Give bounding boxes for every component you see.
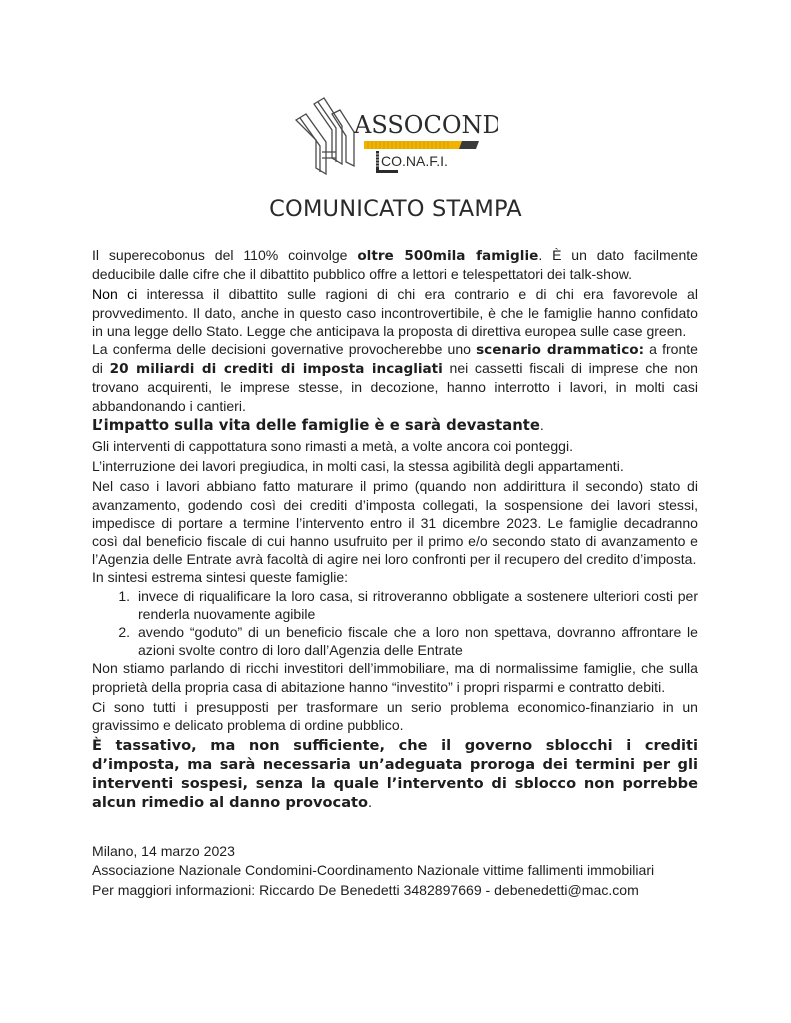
paragraph: L’interruzione dei lavori pregiudica, in molti casi, la stessa agibilità degli appartamenti. xyxy=(92,458,624,475)
contact-info: Per maggiori informazioni: Riccardo De Benedetti 3482897669 - debenedetti@mac.com xyxy=(92,881,639,898)
bold-text: L’impatto sulla vita delle famiglie è e sarà devastante xyxy=(92,416,540,434)
bold-text: 20 miliardi di crediti di imposta incagliati xyxy=(109,361,443,378)
logo-subtitle: CO.NA.F.I. xyxy=(381,153,448,169)
numbered-list xyxy=(92,587,698,660)
logo-mark xyxy=(292,96,498,176)
paragraph: Ci sono tutti i presupposti per trasformare un serio problema economico-finanziario in un gravissimo e delicato problema di ordine pubblico. xyxy=(92,698,698,734)
text: La conferma delle decisioni governative provocherebbe uno xyxy=(92,341,477,358)
paragraph: Non stiamo parlando di ricchi investitori dell’immobiliare, ma di normalissime famiglie, che sulla proprietà della propria casa di abitazione hanno “investito” i propri risparmi e contratto debiti. xyxy=(92,660,698,695)
date: Milano, 14 marzo 2023 xyxy=(92,843,235,859)
footer xyxy=(92,842,654,900)
paragraph xyxy=(92,416,698,435)
logo-title: ASSOCOND xyxy=(354,111,498,139)
building-lines-icon xyxy=(296,98,354,174)
paragraph: Nel caso i lavori abbiano fatto maturare il primo (quando non addirittura il secondo) stato di avanzamento, godendo così dei crediti d’imposta collegati, la sospensione dei lavori stessi, impedisce di portare a termine l’intervento entro il 31 dicembre 2023. Le famiglie decadranno così dal beneficio fiscale di cui hanno usufruito per il primo e/o secondo stato di avanzamento e l’Agenzia delle Entrate avrà facoltà di agire nei loro confronti per il recupero del credito d’imposta. xyxy=(92,478,698,568)
press-release-body xyxy=(92,246,698,813)
text: . xyxy=(539,416,544,433)
organization: Associazione Nazionale Condomini-Coordinamento Nazionale vittime fallimenti immobiliari xyxy=(92,862,655,879)
paragraph xyxy=(92,285,698,340)
page-title: COMUNICATO STAMPA xyxy=(269,196,522,222)
text: nei cassetti fiscali di imprese che non trovano acquirenti, le imprese stesse, in decozione, hanno interrotto i lavori, in molti casi abbandonando i cantieri. xyxy=(92,360,698,414)
bold-text: oltre 500mila famiglie xyxy=(357,248,539,264)
text: interessa il dibattito sulle ragioni di chi era contrario e di chi era favorevole al provvedimento. Il dato, anche in questo caso incontrovertibile, è che le famiglie hanno confidato in una legge dello Stato. Legge che anticipava la proposta di direttiva europea sulle case green. xyxy=(92,286,698,339)
bold-text: scenario drammatico: xyxy=(476,342,645,359)
paragraph xyxy=(92,736,698,813)
paragraph xyxy=(92,340,698,415)
assocond-logo xyxy=(292,96,498,176)
paragraph xyxy=(92,246,698,283)
text: a fronte di xyxy=(92,341,698,377)
paragraph: In sintesi estrema sintesi queste famiglie: xyxy=(92,569,349,586)
paragraph: Gli interventi di cappottatura sono rimasti a metà, a volte ancora coi ponteggi. xyxy=(92,438,573,455)
text: Il superecobonus del 110% coinvolge xyxy=(92,247,358,263)
bold-text: È tassativo, ma non sufficiente, che il governo sblocchi i crediti d’imposta, ma sarà necessaria un’adeguata proroga dei termini per gli interventi sospesi, senza la quale l’intervento di sblocco non porrebbe alcun rimedio al danno provocato xyxy=(92,737,698,812)
text: Non ci xyxy=(92,286,138,303)
list-item: 1. invece di riqualificare la loro casa, si ritroveranno obbligate a sostenere ulteriori costi per renderla nuovamente agibile xyxy=(134,587,698,623)
text: . xyxy=(368,795,373,812)
text: . È un dato facilmente deducibile dalle cifre che il dibattito pubblico offre a lettori e telespettatori dei talk-show. xyxy=(92,247,698,283)
list-item: 2. avendo “goduto” di un beneficio fiscale che a loro non spettava, dovranno affrontare le azioni svolte contro di loro dall’Agenzia delle Entrate xyxy=(134,623,698,659)
